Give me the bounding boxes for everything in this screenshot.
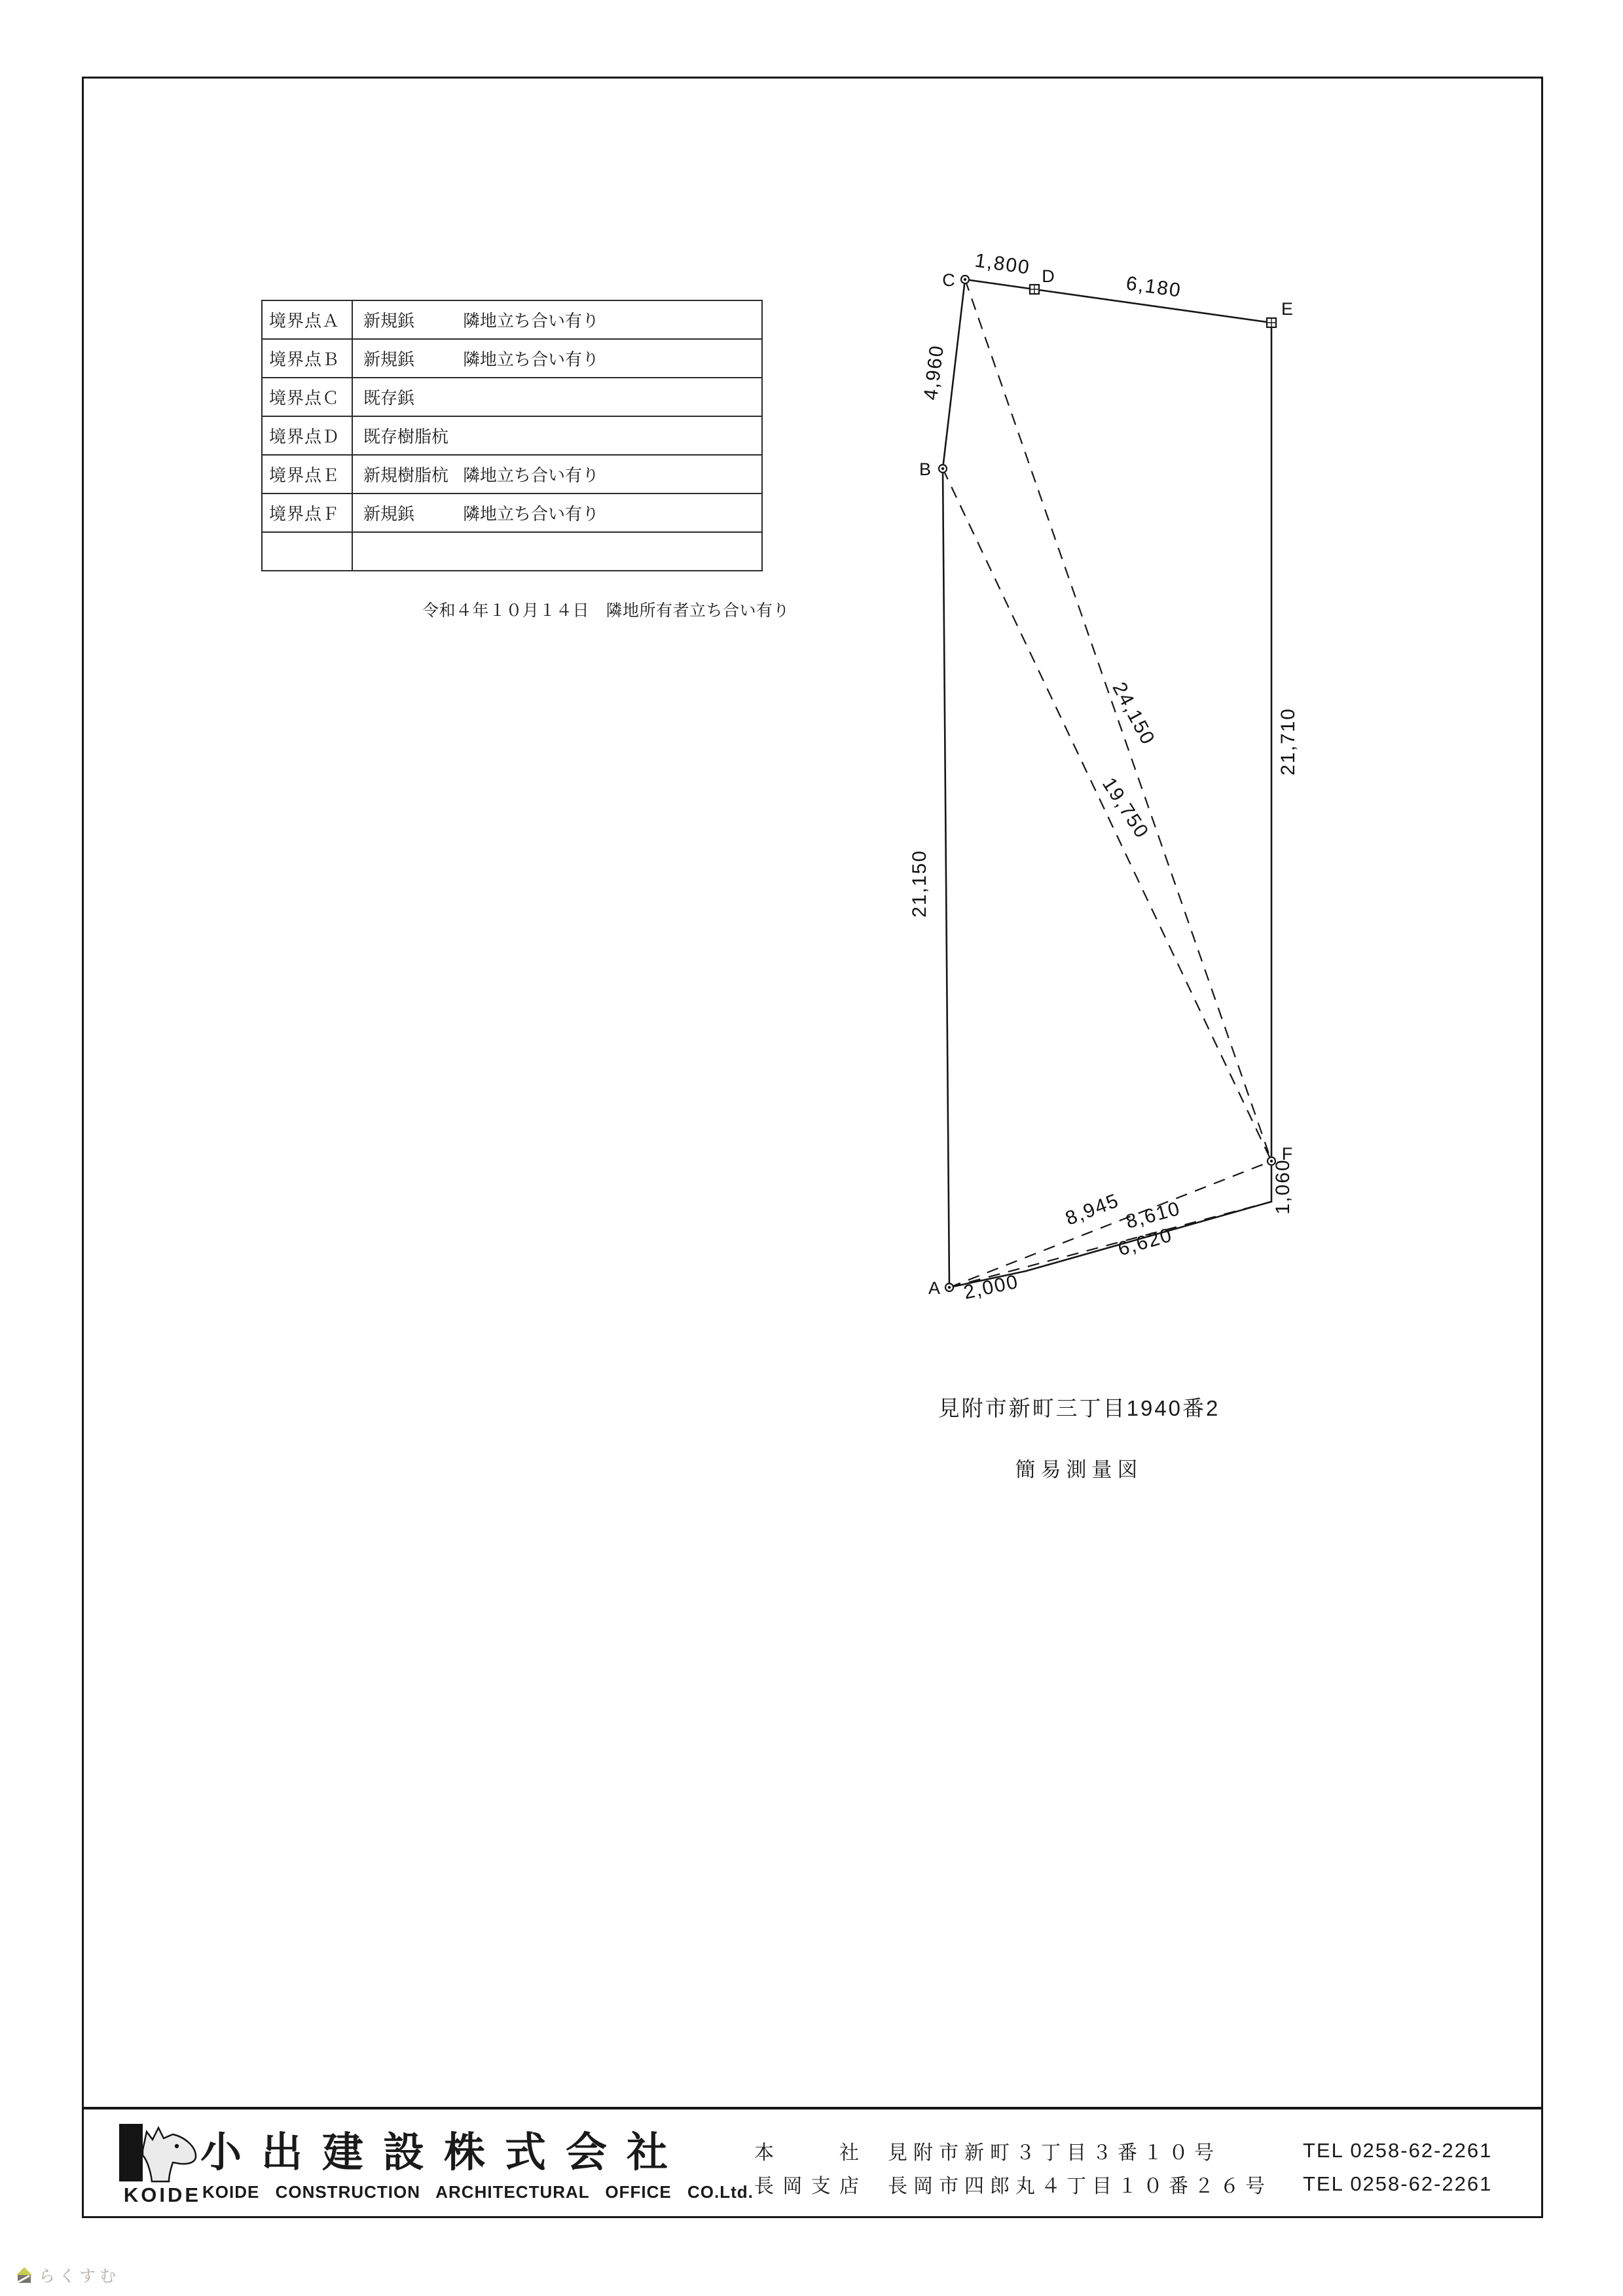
tie-line-a-f: [949, 1161, 1271, 1287]
table-row: [263, 338, 761, 377]
witness-note: 隣地立ち合い有り: [463, 311, 600, 331]
marker-kind: 既存樹脂杭: [363, 427, 449, 446]
witness-note: 隣地立ち合い有り: [463, 350, 600, 369]
table-row: [263, 301, 761, 338]
office-label: 長岡支店: [754, 2175, 859, 2197]
tie-line-c-f: [965, 279, 1271, 1161]
table-row-empty: [263, 531, 761, 570]
table-row: [263, 416, 761, 454]
witness-note: 隣地立ち合い有り: [463, 465, 600, 485]
office-address: 長岡市四郎丸４丁目１０番２６号: [888, 2175, 1271, 2197]
point-marker-a: [945, 1283, 953, 1291]
document-type-title: 簡易測量図: [1015, 1458, 1143, 1481]
boundary-point-name: 境界点Ｅ: [263, 456, 353, 493]
boundary-point-name: [263, 533, 353, 570]
survey-plot-diagram: [903, 249, 1342, 1322]
office-label: 本社: [754, 2142, 859, 2164]
table-row: [263, 377, 761, 416]
koide-horse-logo-icon: [117, 2123, 210, 2184]
dim-d-e: 6,180: [1124, 272, 1183, 302]
office-tel: TEL 0258-62-2261: [1303, 2172, 1493, 2195]
watermark-text: らくすむ: [39, 2267, 120, 2286]
branch-office-row: [754, 2167, 1492, 2200]
point-label-d: D: [1042, 266, 1055, 286]
marker-kind: 新規鋲: [363, 504, 415, 524]
dim-bend-corner: 6,620: [1115, 1224, 1175, 1261]
tie-line-b-f: [943, 469, 1271, 1161]
head-office-row: [754, 2134, 1492, 2167]
point-label-c: C: [942, 270, 955, 290]
table-row: [263, 454, 761, 493]
dim-f-corner: 1,060: [1272, 1158, 1294, 1215]
dim-c-f: 24,150: [1108, 678, 1159, 749]
company-name-jp: 小出建設株式会社: [200, 2130, 687, 2176]
marker-kind: 新規鋲: [363, 311, 415, 331]
footer-divider: [82, 2107, 1541, 2109]
dim-a-b: 21,150: [909, 850, 930, 918]
witness-note: 隣地立ち合い有り: [463, 504, 600, 524]
table-row: [263, 493, 761, 531]
boundary-point-name: 境界点Ａ: [263, 301, 353, 338]
dim-a-bend: 2,000: [961, 1270, 1021, 1304]
office-address-block: [754, 2134, 1492, 2200]
dim-e-f: 21,710: [1277, 708, 1299, 776]
dim-b-c: 4,960: [920, 343, 949, 402]
dim-b-f: 19,750: [1097, 774, 1154, 843]
point-label-a: A: [928, 1278, 941, 1298]
point-label-b: B: [919, 459, 932, 479]
watermark: [16, 2263, 120, 2287]
survey-date-note: 令和４年１０月１４日 隣地所有者立ち合い有り: [422, 601, 790, 620]
marker-kind: 既存鋲: [363, 388, 415, 408]
marker-kind: 新規樹脂杭: [363, 465, 449, 485]
boundary-point-name: 境界点Ｂ: [263, 340, 353, 377]
office-address: 見附市新町３丁目３番１０号: [888, 2142, 1220, 2164]
point-marker-e: [1267, 318, 1276, 327]
company-name-en: KOIDE CONSTRUCTION ARCHITECTURAL OFFICE CO.Ltd.: [202, 2182, 754, 2202]
office-tel: TEL 0258-62-2261: [1303, 2138, 1493, 2162]
marker-kind: 新規鋲: [363, 350, 415, 369]
point-label-e: E: [1281, 299, 1294, 319]
boundary-point-name: 境界点Ｃ: [263, 378, 353, 416]
boundary-point-table: [261, 300, 763, 571]
point-marker-c: [961, 276, 969, 283]
dim-a-corner: 8,610: [1123, 1197, 1183, 1233]
point-marker-b: [939, 465, 947, 473]
boundary-point-name: 境界点Ｆ: [263, 494, 353, 531]
boundary-point-name: 境界点Ｄ: [263, 417, 353, 454]
point-marker-d: [1030, 285, 1039, 294]
dim-c-d: 1,800: [973, 249, 1032, 279]
parcel-address-title: 見附市新町三丁目1940番2: [938, 1396, 1220, 1420]
point-label-f: F: [1281, 1144, 1293, 1164]
koide-logo-text: KOIDE: [123, 2183, 202, 2206]
house-icon: [16, 2266, 33, 2284]
dim-a-f: 8,945: [1062, 1189, 1123, 1230]
